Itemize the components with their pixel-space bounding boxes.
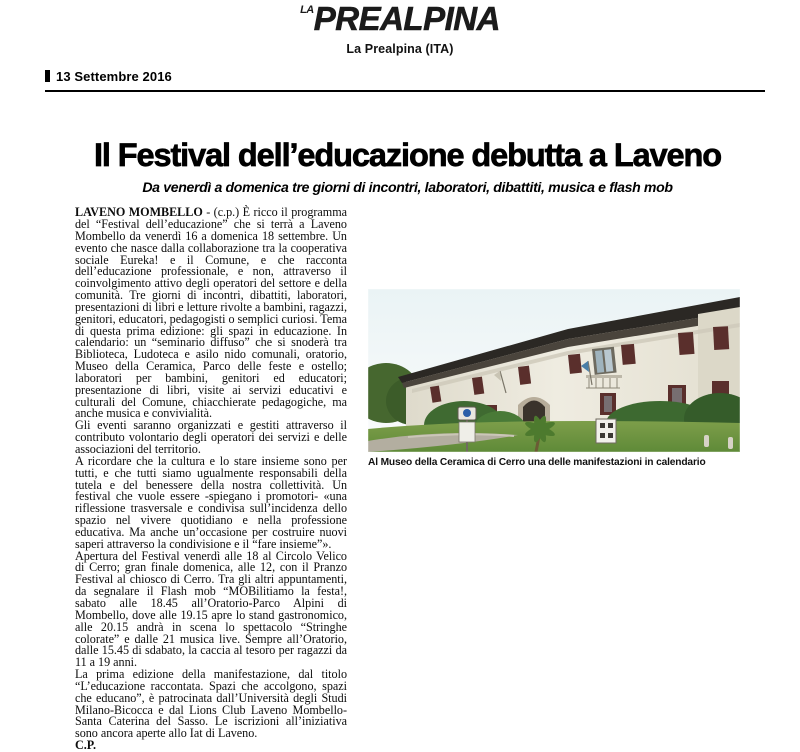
dateline-place: LAVENO MOMBELLO bbox=[75, 205, 203, 220]
article-byline: C.P. bbox=[75, 738, 97, 752]
article-subheadline: Da venerdì a domenica tre giorni di incontri, laboratori, dibattiti, musica e flash mob bbox=[142, 179, 673, 196]
prealpina-logo bbox=[300, 2, 500, 35]
article-text bbox=[75, 207, 347, 752]
square-bullet-icon bbox=[45, 70, 50, 82]
logo-wordmark: PREALPINA bbox=[313, 0, 500, 37]
source-name: La Prealpina (ITA) bbox=[346, 42, 454, 56]
article bbox=[75, 139, 740, 752]
masthead bbox=[0, 0, 800, 56]
publication-date: 13 Settembre 2016 bbox=[56, 68, 172, 84]
paragraph-lead bbox=[75, 207, 347, 420]
article-photo bbox=[368, 289, 740, 452]
paragraph: Gli eventi saranno organizzati e gestiti attraverso il contributo volontario degli operatori dei servizi e delle associazioni del territorio. bbox=[75, 418, 347, 457]
header-divider bbox=[45, 90, 765, 92]
article-headline: Il Festival dell’educazione debutta a Laveno bbox=[93, 137, 722, 173]
photo-caption: Al Museo della Ceramica di Cerro una delle manifestazioni in calendario bbox=[368, 457, 706, 469]
article-body-area bbox=[75, 207, 740, 752]
paragraph: A ricordare che la cultura e lo stare insieme sono per tutti, e che tutti siamo ugualmente responsabili della tutela e del benessere della nostra collettività. Un festival che vuole essere -spiegano i promotori- «una riflessione trasversale e condivisa sull’incidenza dello spazio nel vivere quotidiano e nella professione educativa. Ma anche un’occasione per costruire nuovi saperi attraverso la condivisione e il “fare insieme”». bbox=[75, 453, 347, 551]
dateline bbox=[45, 68, 800, 84]
article-figure bbox=[368, 289, 740, 468]
logo-prefix: LA bbox=[300, 4, 314, 16]
paragraph-text: È ricco il programma del “Festival dell’educazione” che si terrà a Laveno Mombello da venerdì 16 a domenica 18 settembre. Un evento che nasce dalla collaborazione tra la cooperativa sociale Eureka! e il Comune, e che racconta dell’educazione professionale, e non, attraverso il coinvolgimento attivo degli operatori del settore e della comunità. Tre giorni di incontri, dibattiti, laboratori, presentazioni di libri e letture rivolte a bambini, ragazzi, genitori, educatori, pedagogisti o semplici curiosi. Tema di questa prima edizione: gli spazi in educazione. In calendario: un “seminario diffuso” che si snoderà tra Biblioteca, Ludoteca e asilo nido comunali, oratorio, Museo della Ceramica, Parco delle feste e ostello; laboratori per bambini, genitori ed educatori; presentazione di libri, visite ai servizi educativi e culturali del Comune, chiacchierate pedagogiche, ma anche musica e convivialità. bbox=[75, 205, 347, 421]
lead-separator: - (c.p.) bbox=[202, 205, 243, 220]
paragraph: La prima edizione della manifestazione, dal titolo “L’educazione raccontata. Spazi che accolgono, spazi che educano”, è patrocinata dall’Università degli Studi Milano-Bicocca e dal Lions Club Laveno Mombello-Santa Caterina del Sasso. Le iscrizioni all’iniziativa sono ancora aperte allo Iat di Laveno. bbox=[75, 667, 347, 741]
paragraph: Apertura del Festival venerdì alle 18 al Circolo Velico di Cerro; gran finale domenica, alle 12, con il Pranzo Festival al chiosco di Cerro. Tra gli altri appuntamenti, da segnalare il Flash mob “MOBilitiamo la festa!, sabato alle 18.45 all’Oratorio-Parco Alpini di Mombello, dove alle 19.15 apre lo stand gastronomico, alle 20.15 andrà in scena lo spettacolo “Stringhe colorate” e dalle 21 musica live. Sempre all’Oratorio, dalle 15.45 di sdabato, la caccia al tesoro per ragazzi da 11 a 19 anni. bbox=[75, 548, 347, 670]
